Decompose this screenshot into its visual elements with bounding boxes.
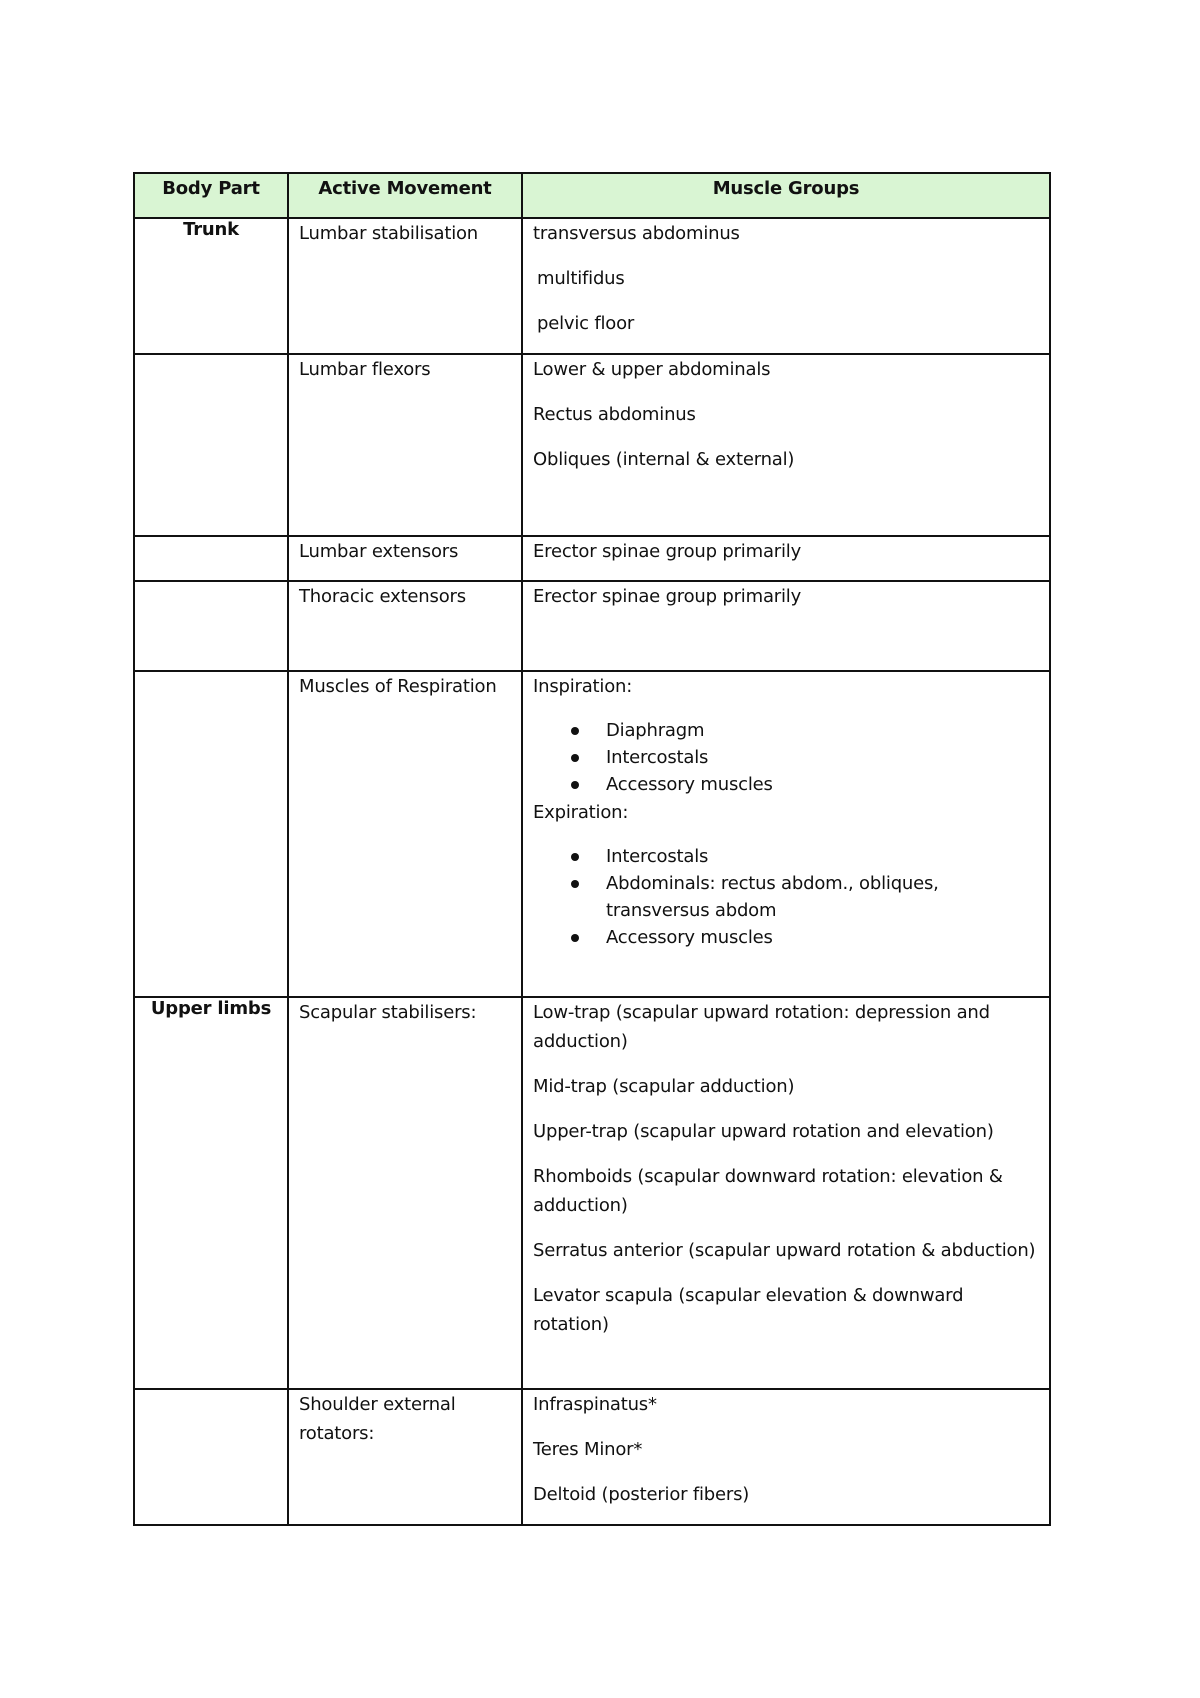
muscle-item: Low-trap (scapular upward rotation: depression and adduction) [533,1002,990,1052]
muscle-item: Infraspinatus* [533,1394,657,1415]
muscles-cell [522,671,1050,997]
muscle-item: Upper-trap (scapular upward rotation and elevation) [533,1121,994,1142]
muscle-item: Deltoid (posterior fibers) [533,1484,750,1505]
muscle-table [133,172,1051,1526]
list-item [533,843,1039,870]
muscle-item: Rhomboids (scapular downward rotation: elevation & adduction) [533,1166,1003,1216]
list-item-text: Diaphragm [606,720,705,741]
muscle-item: Obliques (internal & external) [533,449,795,470]
body-part-cell [134,354,288,536]
list-item-text: Accessory muscles [606,774,773,795]
body-part-cell: Trunk [134,218,288,354]
muscle-item: Mid-trap (scapular adduction) [533,1076,795,1097]
muscles-cell [522,1389,1050,1525]
list-item-text: Accessory muscles [606,927,773,948]
table-row [134,354,1050,536]
muscle-item: pelvic floor [537,313,635,334]
list-item [533,870,1039,924]
inspiration-list [533,717,1039,798]
body-part-cell [134,536,288,581]
table-row [134,671,1050,997]
muscles-cell [522,997,1050,1389]
muscles-cell [522,354,1050,536]
expiration-label: Expiration: [533,802,629,823]
bullet-icon [571,880,579,888]
movement-cell: Shoulder external rotators: [288,1389,522,1525]
bullet-icon [571,853,579,861]
header-body-part: Body Part [134,173,288,218]
inspiration-label: Inspiration: [533,676,633,697]
muscle-item: Levator scapula (scapular elevation & downward rotation) [533,1285,964,1335]
bullet-icon [571,754,579,762]
list-item [533,717,1039,744]
list-item [533,924,1039,951]
movement-cell: Lumbar extensors [288,536,522,581]
body-part-cell [134,671,288,997]
muscle-item: multifidus [537,268,625,289]
movement-cell: Scapular stabilisers: [288,997,522,1389]
expiration-list [533,843,1039,951]
bullet-icon [571,781,579,789]
muscle-item: Rectus abdominus [533,404,696,425]
movement-cell: Thoracic extensors [288,581,522,671]
muscle-item: Lower & upper abdominals [533,359,771,380]
bullet-icon [571,727,579,735]
table-row [134,536,1050,581]
muscle-item: Serratus anterior (scapular upward rotation & abduction) [533,1240,1036,1261]
bullet-icon [571,934,579,942]
table-row [134,581,1050,671]
movement-cell: Muscles of Respiration [288,671,522,997]
table-row [134,218,1050,354]
muscles-cell [522,581,1050,671]
list-item-text: Intercostals [606,747,709,768]
table-row [134,997,1050,1389]
muscles-cell [522,218,1050,354]
list-item [533,771,1039,798]
muscle-item: Erector spinae group primarily [533,586,802,607]
muscles-cell [522,536,1050,581]
header-row [134,173,1050,218]
body-part-cell [134,1389,288,1525]
list-item [533,744,1039,771]
body-part-cell [134,581,288,671]
table-row [134,1389,1050,1525]
muscle-item: transversus abdominus [533,223,740,244]
muscle-item: Erector spinae group primarily [533,541,802,562]
movement-cell: Lumbar stabilisation [288,218,522,354]
movement-cell: Lumbar flexors [288,354,522,536]
list-item-text: Abdominals: rectus abdom., obliques, transversus abdom [606,873,939,921]
list-item-text: Intercostals [606,846,709,867]
header-active-movement: Active Movement [288,173,522,218]
header-muscle-groups: Muscle Groups [522,173,1050,218]
muscle-item: Teres Minor* [533,1439,643,1460]
body-part-cell: Upper limbs [134,997,288,1389]
